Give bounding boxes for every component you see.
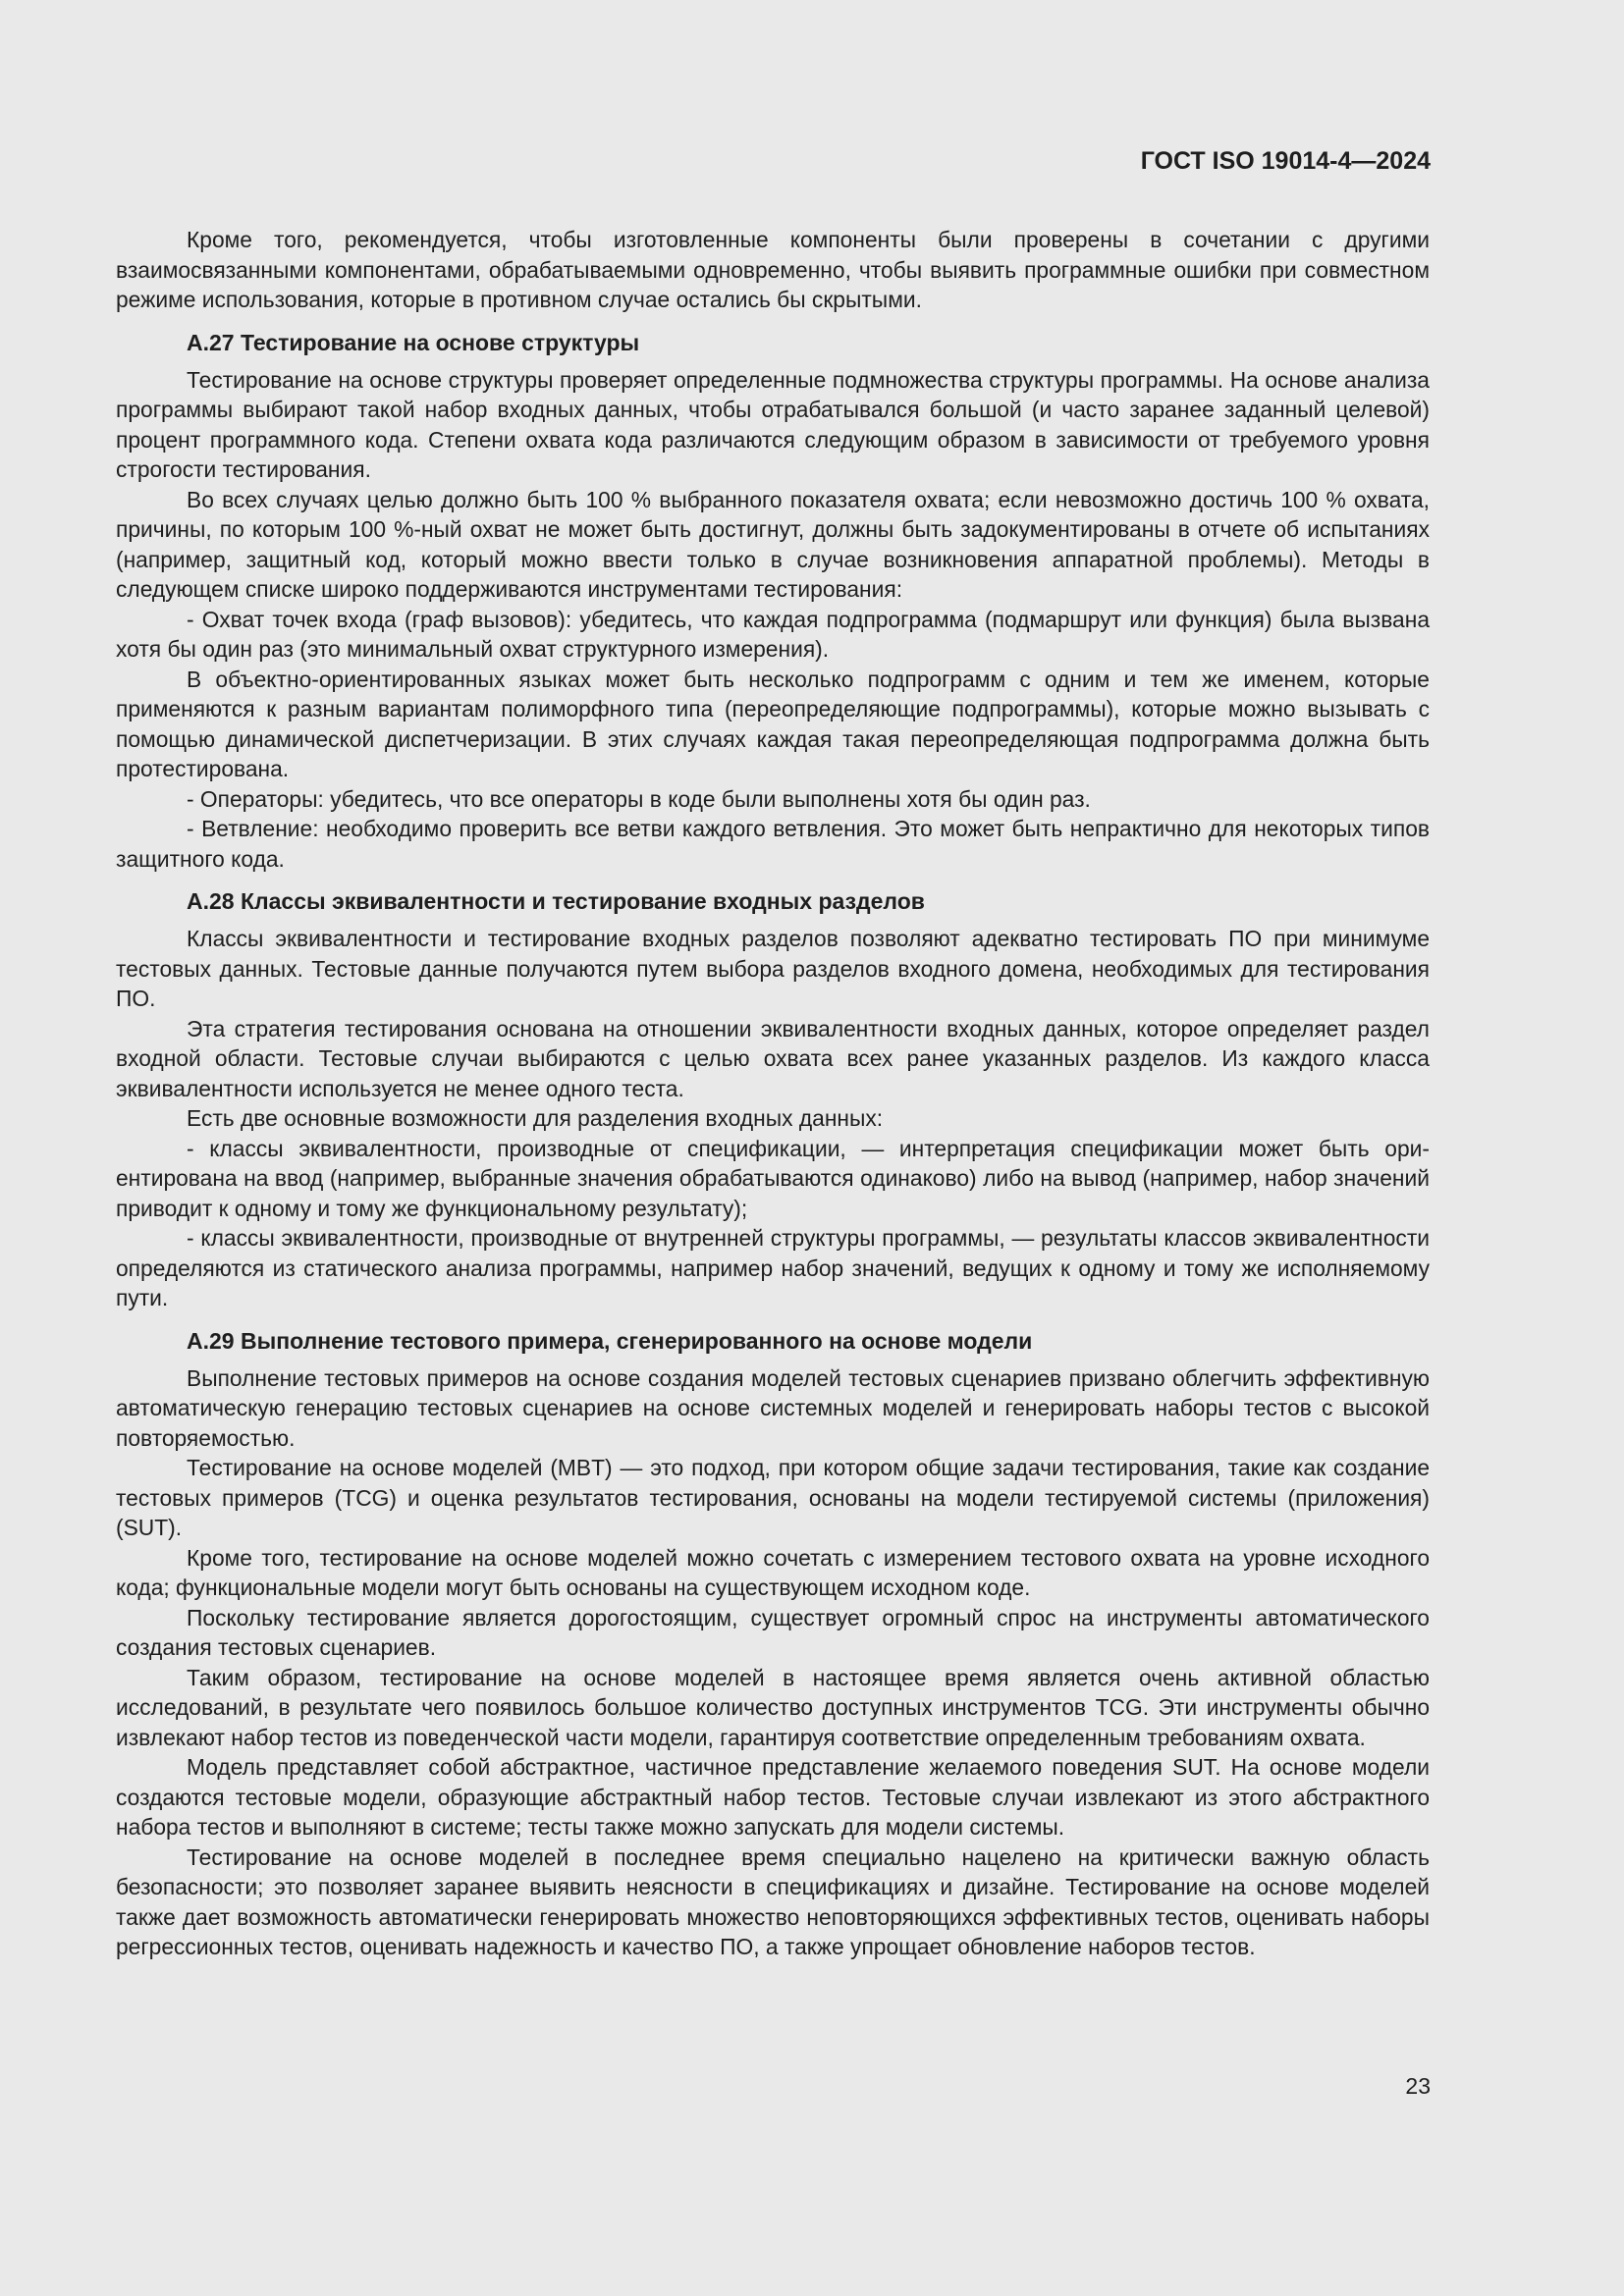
page-number: 23 [1405, 2073, 1431, 2099]
section-heading-a27: A.27 Тестирование на основе структуры [187, 329, 640, 355]
paragraph: Таким образом, тестирование на основе моделей в настоящее время является очень активной областью исследований, в результате чего появилось большое количество доступных инструментов TCG. Эти инструменты обычно извлекают набор тестов из поведенческой части модели, гарантируя соответствие определенным требованиям охвата. [116, 1664, 1430, 1750]
paragraph: Поскольку тестирование является дорогостоящим, существует огромный спрос на инструменты автоматического создания тестовых сценариев. [116, 1604, 1430, 1660]
section-heading-a28: A.28 Классы эквивалентности и тестирование входных разделов [187, 888, 925, 914]
paragraph: Выполнение тестовых примеров на основе создания моделей тестовых сценариев призвано облегчить эффективную автоматическую генерацию тестовых сценариев на основе системных моделей и генерировать наборы тестов с высокой повторяемостью. [116, 1364, 1430, 1451]
list-item: - Операторы: убедитесь, что все операторы в коде были выполнены хотя бы один раз. [187, 785, 1091, 812]
list-item: - Ветвление: необходимо проверить все ветви каждого ветвления. Это может быть непрактично для некоторых типов защитного кода. [116, 816, 1430, 872]
paragraph: Эта стратегия тестирования основана на отношении эквивалентности входных данных, которое определяет раздел входной области. Тестовые случаи выбираются с целью охвата всех ранее указанных разделов. Из каждого класса эквивалентности используется не менее одного теста. [116, 1015, 1430, 1101]
paragraph: Во всех случаях целью должно быть 100 % выбранного показателя охвата; если невозможно достичь 100 % охвата, причины, по которым 100 %-ный охват не может быть достигнут, должны быть задокументированы в отчете об испытаниях (например, защитный код, который можно ввести только в случае возникновения аппаратной проблемы). Методы в следующем списке широко поддерживаются инструментами тестирования: [116, 486, 1430, 602]
paragraph: Модель представляет собой абстрактное, частичное представление желаемого поведения SUT. На основе модели создаются тестовые модели, образующие абстрактный набор тестов. Тестовые случаи извлекают из этого абстрактного набора тестов и выполняют в системе; тесты также можно запускать для модели системы. [116, 1754, 1430, 1840]
paragraph: Тестирование на основе моделей (MBT) — это подход, при котором общие задачи тестирования, такие как создание тестовых примеров (TCG) и оценка результатов тестирования, основаны на модели тестируемой системы (приложения) (SUT). [116, 1455, 1430, 1540]
paragraph: В объектно-ориентированных языках может быть несколько подпрограмм с одним и тем же именем, которые применяются к разным вариантам полиморфного типа (переопределяющие подпрограммы), которые можно вызывать с помощью динамической диспетчеризации. В этих случаях каждая такая переопределяющая подпрограмма должна быть протестирована. [116, 666, 1430, 781]
paragraph: Есть две основные возможности для разделения входных данных: [187, 1105, 884, 1131]
paragraph: Тестирование на основе структуры проверяет определенные подмножества структуры программы. На основе анализа программы выбирают такой набор входных данных, чтобы отрабатывался большой (и часто заранее заданный целевой) процент программного кода. Степени охвата кода различаются следующим образом в зависимости от требуемого уровня строгости тестирования. [116, 366, 1430, 482]
list-item: - классы эквивалентности, производные от спецификации, — интерпретация спецификации может быть ориентирована на ввод (например, выбранные значения обрабатываются одинаково) либо на вывод (например, набор значений приводит к одному и тому же функциональному результату); [116, 1135, 1430, 1221]
paragraph: Классы эквивалентности и тестирование входных разделов позволяют адекватно тестировать ПО при минимуме тестовых данных. Тестовые данные получаются путем выбора разделов входного домена, необходимых для тестирования ПО. [116, 926, 1430, 1011]
intro-paragraph: Кроме того, рекомендуется, чтобы изготовленные компоненты были проверены в сочетании с другими взаимосвязанными компонентами, обрабатываемыми одновременно, чтобы выявить программные ошибки при совместном режиме использования, которые в противном случае остались бы скрытыми. [116, 227, 1430, 312]
list-item: - классы эквивалентности, производные от внутренней структуры программы, — результаты классов эквивалентности определяются из статического анализа программы, например набор значений, ведущих к одному и тому же исполняемому пути. [116, 1225, 1430, 1310]
list-item: - Охват точек входа (граф вызовов): убедитесь, что каждая подпрограмма (подмаршрут или функция) была вызвана хотя бы один раз (это минимальный охват структурного измерения). [116, 606, 1430, 662]
section-heading-a29: A.29 Выполнение тестового примера, сгенерированного на основе модели [187, 1327, 1033, 1354]
paragraph: Тестирование на основе моделей в последнее время специально нацелено на критически важную область безопасности; это позволяет заранее выявить неясности в спецификациях и дизайне. Тестирование на основе моделей также дает возможность автоматически генерировать множество неповторяющихся эффективных тестов, оценивать наборы регрессионных тестов, оценивать надежность и качество ПО, а также упрощает обновление наборов тестов. [116, 1843, 1430, 1959]
document-body [116, 225, 1430, 1962]
document-header-id: ГОСТ ISO 19014-4—2024 [1140, 147, 1431, 175]
paragraph: Кроме того, тестирование на основе моделей можно сочетать с измерением тестового охвата на уровне исходного кода; функциональные модели могут быть основаны на существующем исходном коде. [116, 1544, 1430, 1600]
